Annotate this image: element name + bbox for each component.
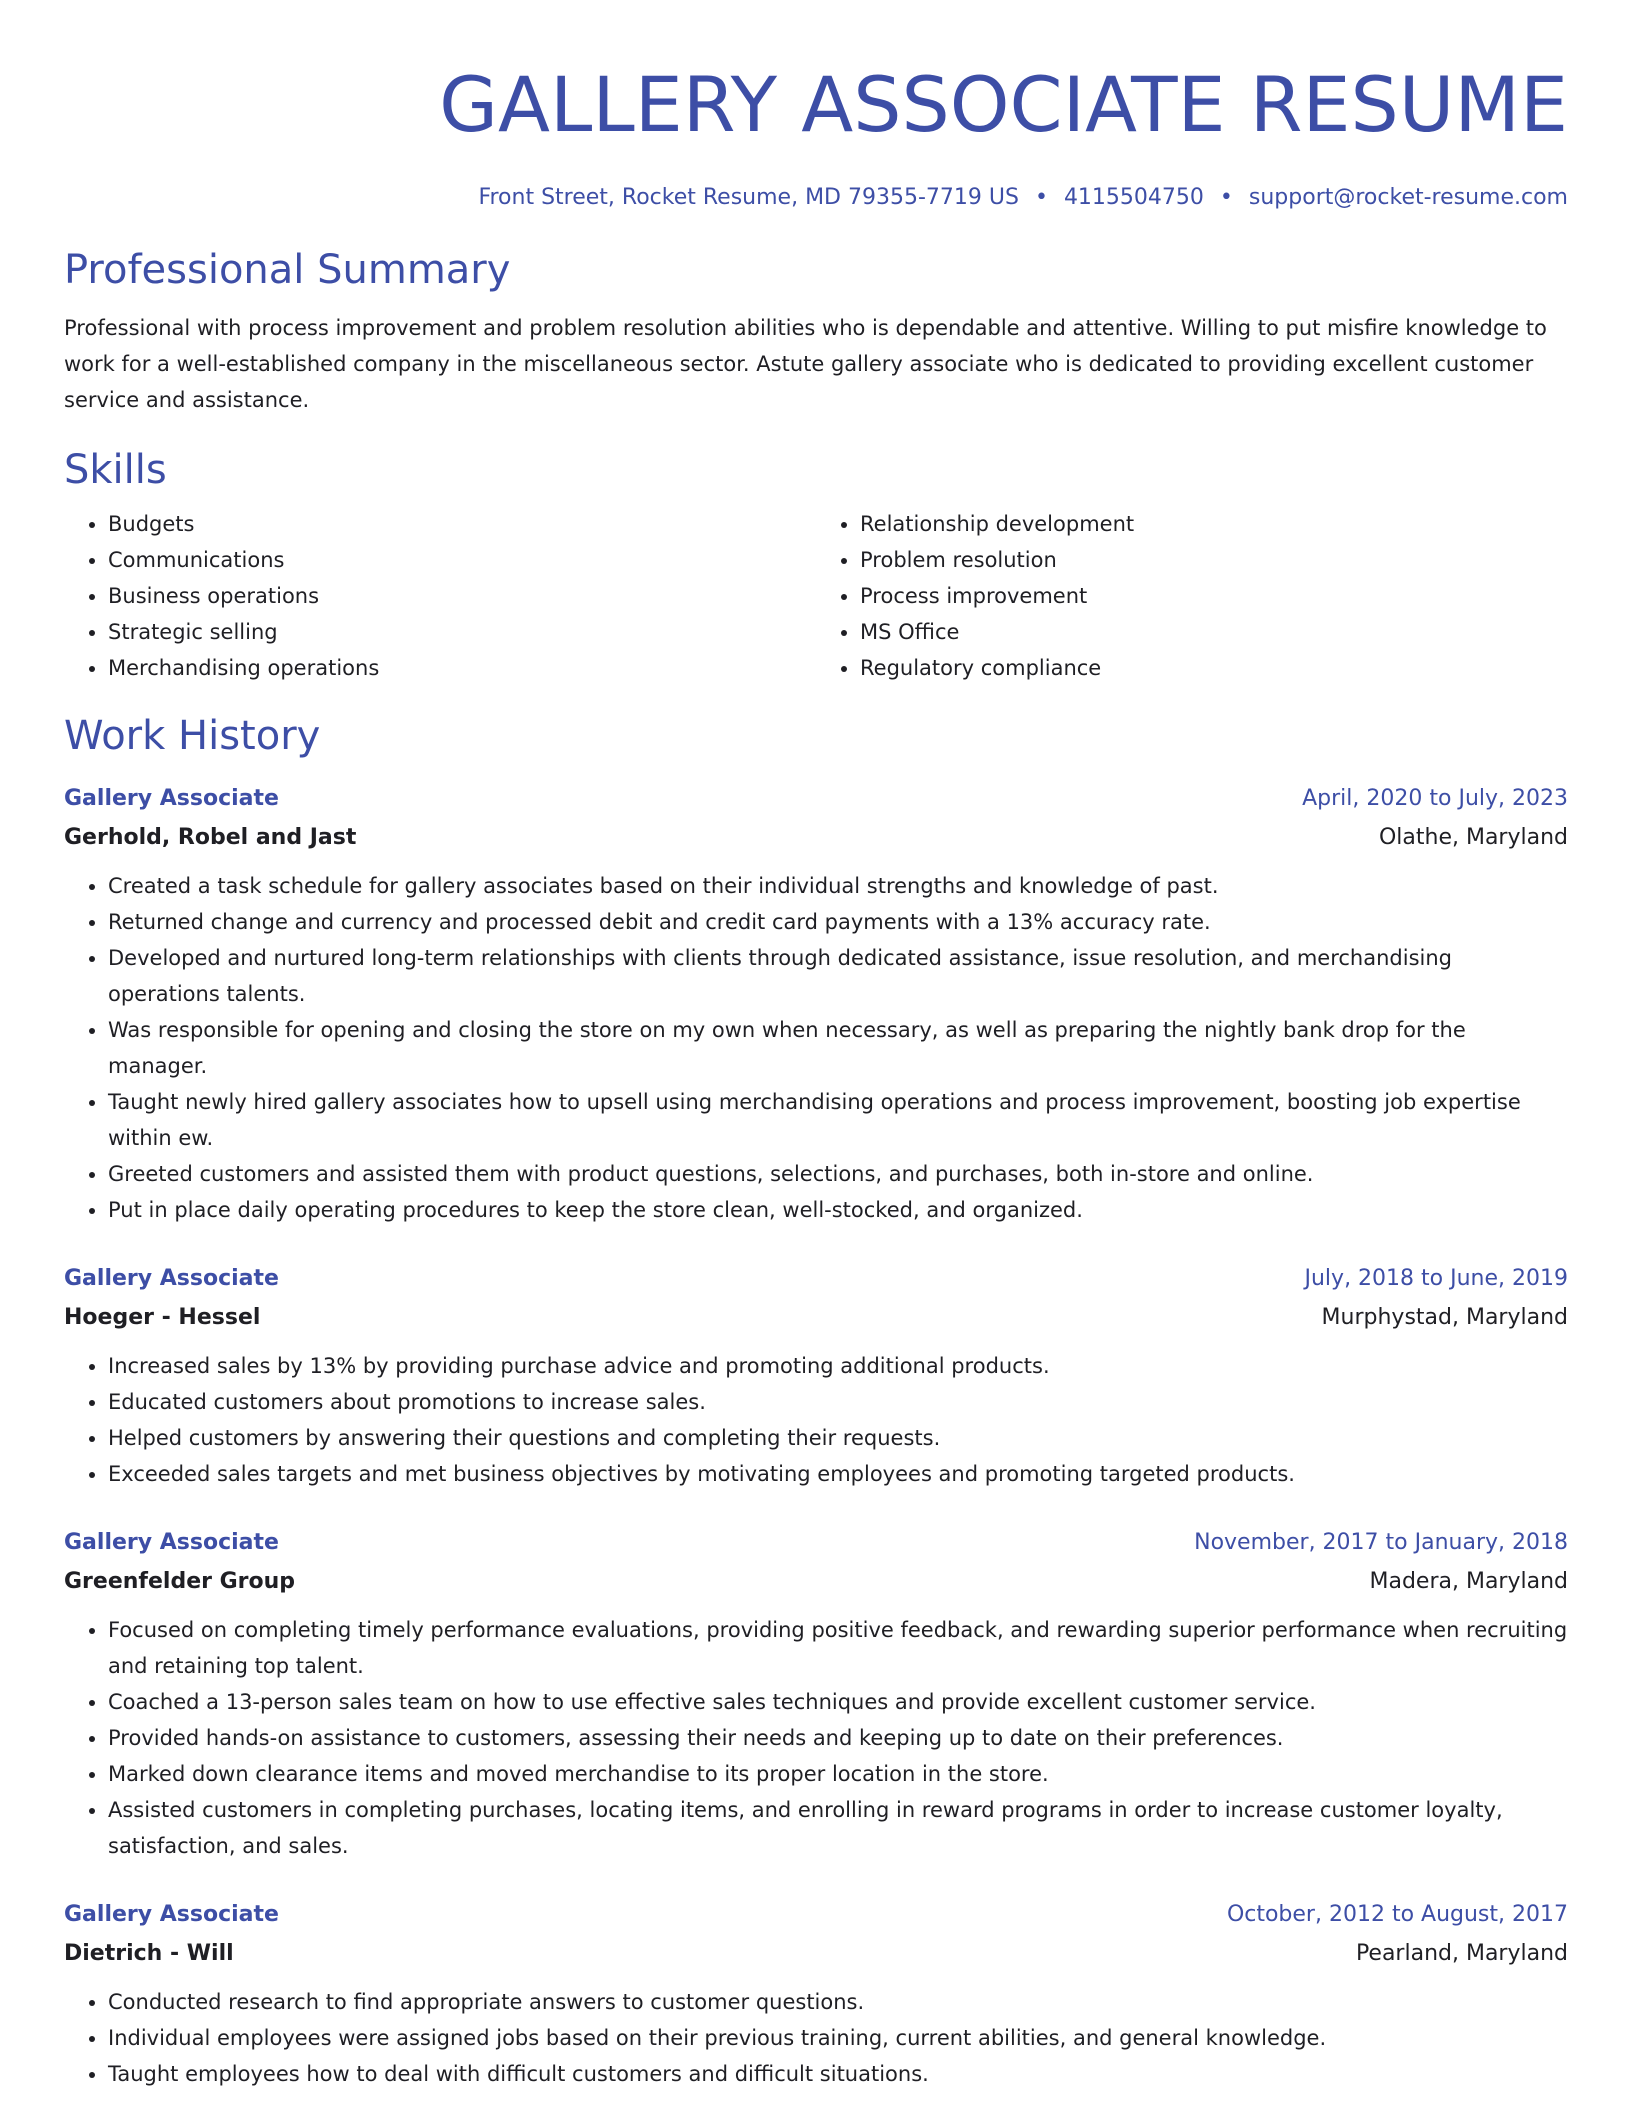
job-bullet: • Put in place daily operating procedures to keep the store clean, well-stocked, and organized.: [108, 1192, 1568, 1228]
job-dates: July, 2018 to June, 2019: [1304, 1266, 1568, 1291]
skill-item: • MS Office: [860, 614, 1568, 650]
job-company: Dietrich - Will: [64, 1941, 234, 1966]
job-header: [64, 1896, 1568, 1934]
job-subheader: [64, 1562, 1568, 1602]
job-location: Madera, Maryland: [1369, 1569, 1568, 1594]
skill-item: • Relationship development: [860, 506, 1568, 542]
job-entry: [64, 1524, 1568, 1864]
skills-column-left: [64, 506, 816, 686]
job-location: Murphystad, Maryland: [1321, 1305, 1568, 1330]
job-bullet: • Increased sales by 13% by providing purchase advice and promoting additional products.: [108, 1348, 1568, 1384]
contact-separator: •: [1034, 185, 1048, 210]
job-bullet: • Provided hands-on assistance to customers, assessing their needs and keeping up to date on their preferences.: [108, 1720, 1568, 1756]
job-bullets: [64, 868, 1568, 1228]
job-bullets: [64, 1984, 1568, 2092]
job-dates: October, 2012 to August, 2017: [1226, 1902, 1568, 1927]
job-entry: [64, 1896, 1568, 2092]
summary-text: Professional with process improvement and problem resolution abilities who is dependable and attentive. Willing to put misfire knowledge to work for a well-established company in the miscellaneous sector. Astute gallery associate who is dedicated to providing excellent customer service and assistance.: [64, 316, 1547, 412]
job-header: [64, 1524, 1568, 1562]
job-dates: November, 2017 to January, 2018: [1194, 1530, 1568, 1555]
job-company: Hoeger - Hessel: [64, 1305, 261, 1330]
contact-phone[interactable]: 4115504750: [1063, 185, 1204, 210]
job-bullet: • Individual employees were assigned jobs based on their previous training, current abilities, and general knowledge.: [108, 2020, 1568, 2056]
job-bullet: • Was responsible for opening and closing the store on my own when necessary, as well as preparing the nightly bank drop for the manager.: [108, 1012, 1568, 1084]
skills-list: [64, 506, 1568, 686]
job-entry: [64, 1260, 1568, 1492]
job-company: Greenfelder Group: [64, 1569, 296, 1594]
skill-item: • Business operations: [108, 578, 816, 614]
job-bullet: • Focused on completing timely performance evaluations, providing positive feedback, and rewarding superior performance when recruiting and retaining top talent.: [108, 1612, 1568, 1684]
job-bullet: • Coached a 13-person sales team on how to use effective sales techniques and provide excellent customer service.: [108, 1684, 1568, 1720]
job-bullet: • Marked down clearance items and moved merchandise to its proper location in the store.: [108, 1756, 1568, 1792]
job-bullet: • Taught employees how to deal with difficult customers and difficult situations.: [108, 2056, 1568, 2092]
skills-heading: Skills: [64, 447, 167, 493]
job-entry: [64, 780, 1568, 1228]
skill-item: • Process improvement: [860, 578, 1568, 614]
job-header: [64, 1260, 1568, 1298]
summary-heading: Professional Summary: [64, 247, 511, 293]
contact-email[interactable]: support@rocket-resume.com: [1248, 185, 1568, 210]
job-subheader: [64, 1298, 1568, 1338]
job-bullet: • Helped customers by answering their questions and completing their requests.: [108, 1420, 1568, 1456]
job-company: Gerhold, Robel and Jast: [64, 825, 357, 850]
job-title: Gallery Associate: [64, 786, 279, 811]
job-location: Olathe, Maryland: [1378, 825, 1568, 850]
job-bullets: [64, 1348, 1568, 1492]
work-history-heading: Work History: [64, 713, 321, 759]
job-subheader: [64, 818, 1568, 858]
job-title: Gallery Associate: [64, 1530, 279, 1555]
job-title: Gallery Associate: [64, 1902, 279, 1927]
job-subheader: [64, 1934, 1568, 1974]
job-bullet: • Created a task schedule for gallery associates based on their individual strengths and knowledge of past.: [108, 868, 1568, 904]
skill-item: • Strategic selling: [108, 614, 816, 650]
skill-item: • Merchandising operations: [108, 650, 816, 686]
job-bullet: • Greeted customers and assisted them with product questions, selections, and purchases, both in-store and online.: [108, 1156, 1568, 1192]
resume-title: GALLERY ASSOCIATE RESUME: [439, 60, 1568, 149]
skill-item: • Budgets: [108, 506, 816, 542]
contact-separator: •: [1219, 185, 1233, 210]
resume-page: [64, 0, 1568, 2092]
contact-address: Front Street, Rocket Resume, MD 79355-7719 US: [478, 185, 1019, 210]
job-bullet: • Taught newly hired gallery associates how to upsell using merchandising operations and process improvement, boosting job expertise within ew.: [108, 1084, 1568, 1156]
job-location: Pearland, Maryland: [1355, 1941, 1568, 1966]
job-bullets: [64, 1612, 1568, 1864]
job-bullet: • Returned change and currency and processed debit and credit card payments with a 13% accuracy rate.: [108, 904, 1568, 940]
job-bullet: • Educated customers about promotions to increase sales.: [108, 1384, 1568, 1420]
job-title: Gallery Associate: [64, 1266, 279, 1291]
skill-item: • Regulatory compliance: [860, 650, 1568, 686]
job-bullet: • Assisted customers in completing purchases, locating items, and enrolling in reward programs in order to increase customer loyalty, satisfaction, and sales.: [108, 1792, 1568, 1864]
job-bullet: • Conducted research to find appropriate answers to customer questions.: [108, 1984, 1568, 2020]
job-bullet: • Developed and nurtured long-term relationships with clients through dedicated assistance, issue resolution, and merchandising operations talents.: [108, 940, 1568, 1012]
job-dates: April, 2020 to July, 2023: [1302, 786, 1568, 811]
contact-line: [64, 182, 1568, 214]
job-bullet: • Exceeded sales targets and met business objectives by motivating employees and promoting targeted products.: [108, 1456, 1568, 1492]
skill-item: • Communications: [108, 542, 816, 578]
job-header: [64, 780, 1568, 818]
skills-column-right: [816, 506, 1568, 686]
skill-item: • Problem resolution: [860, 542, 1568, 578]
